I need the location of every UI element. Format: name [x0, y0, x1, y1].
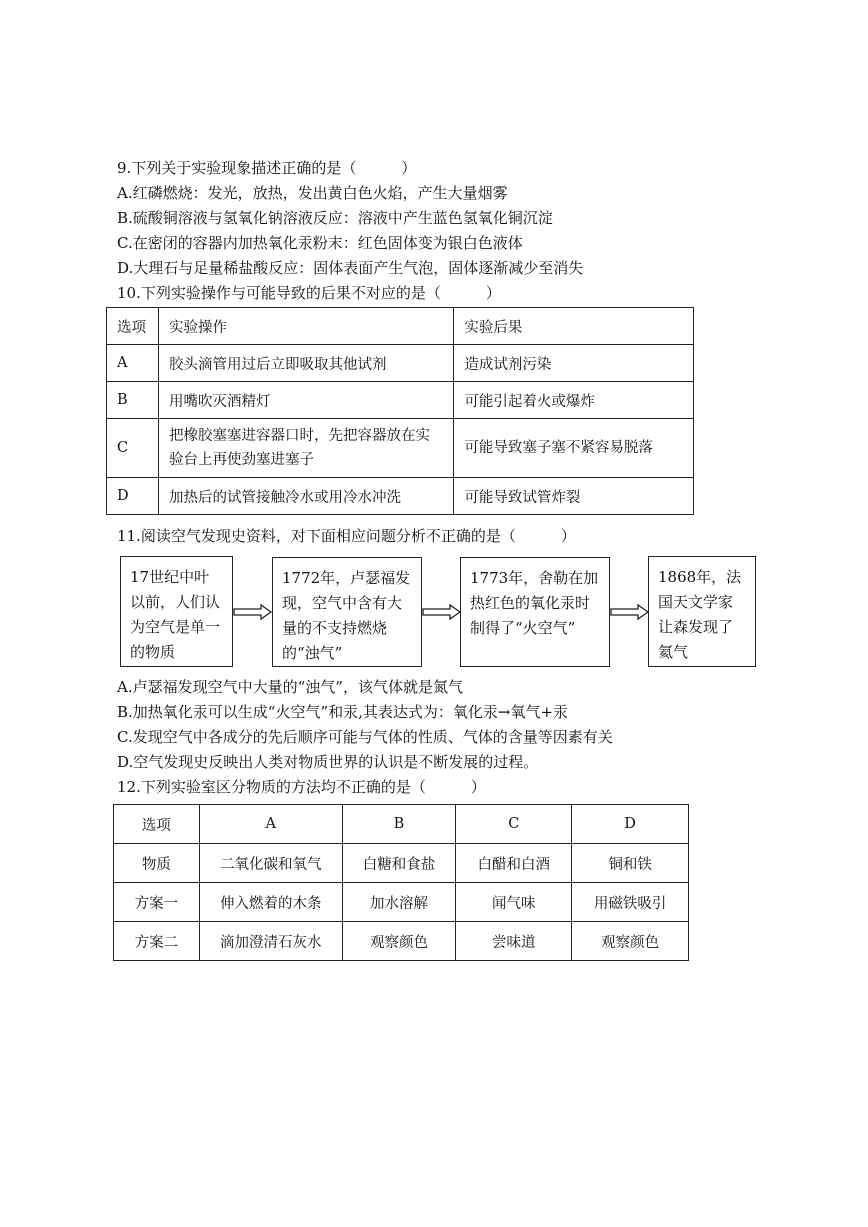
table-cell: 观察颜色	[572, 922, 689, 961]
table-row	[107, 382, 694, 419]
table-row	[114, 844, 689, 883]
table-cell: 可能引起着火或爆炸	[454, 382, 694, 419]
flow-box-4: 1868年，法国天文学家让森发现了氦气	[648, 556, 756, 667]
table-cell: 把橡胶塞塞进容器口时，先把容器放在实验台上再使劲塞进塞子	[158, 419, 453, 478]
q11-option-d: D.空气发现史反映出人类对物质世界的认识是不断发展的过程。	[117, 753, 539, 771]
q9-option-c: C.在密闭的容器内加热氧化汞粉末：红色固体变为银白色液体	[117, 234, 523, 252]
table-cell: 观察颜色	[342, 922, 456, 961]
q9-stem: 9.下列关于实验现象描述正确的是（ ）	[117, 159, 417, 177]
table-cell: 造成试剂污染	[454, 345, 694, 382]
table-cell: 方案二	[114, 922, 200, 961]
table-cell: 可能导致试管炸裂	[454, 478, 694, 515]
header-cell: 选项	[107, 308, 159, 345]
table-cell: 白糖和食盐	[342, 844, 456, 883]
flow-box-2: 1772年，卢瑟福发现，空气中含有大量的不支持燃烧的“浊气”	[272, 557, 422, 667]
table-row	[107, 478, 694, 515]
arrow-right-icon	[422, 604, 462, 620]
table-cell: 伸入燃着的木条	[199, 883, 342, 922]
flow-box-1: 17世纪中叶以前，人们认为空气是单一的物质	[120, 556, 233, 667]
q9-option-b: B.硫酸铜溶液与氢氧化钠溶液反应：溶液中产生蓝色氢氧化铜沉淀	[117, 209, 553, 227]
table-row	[114, 883, 689, 922]
header-cell: D	[572, 805, 689, 844]
table-cell: 加水溶解	[342, 883, 456, 922]
header-cell: 实验操作	[158, 308, 453, 345]
q11-option-c: C.发现空气中各成分的先后顺序可能与气体的性质、气体的含量等因素有关	[117, 728, 613, 746]
table-cell: 用嘴吹灭酒精灯	[158, 382, 453, 419]
table-header-row	[114, 805, 689, 844]
header-cell: 选项	[114, 805, 200, 844]
table-row	[107, 345, 694, 382]
table-cell: 胶头滴管用过后立即吸取其他试剂	[158, 345, 453, 382]
table-cell: 闻气味	[456, 883, 572, 922]
header-cell: A	[199, 805, 342, 844]
q12-table	[113, 804, 689, 961]
table-cell: 尝味道	[456, 922, 572, 961]
table-cell: 用磁铁吸引	[572, 883, 689, 922]
table-row	[114, 922, 689, 961]
header-cell: 实验后果	[454, 308, 694, 345]
flow-box-3: 1773年，舍勒在加热红色的氧化汞时制得了“火空气”	[460, 557, 610, 667]
arrow-right-icon	[233, 604, 273, 620]
table-cell: 二氧化碳和氧气	[199, 844, 342, 883]
table-cell: A	[107, 345, 159, 382]
table-cell: 可能导致塞子塞不紧容易脱落	[454, 419, 694, 478]
q11-stem: 11.阅读空气发现史资料，对下面相应问题分析不正确的是（ ）	[117, 527, 576, 545]
table-cell: C	[107, 419, 159, 478]
table-cell: 物质	[114, 844, 200, 883]
q11-option-a: A.卢瑟福发现空气中大量的“浊气”，该气体就是氮气	[117, 678, 463, 696]
table-cell: 滴加澄清石灰水	[199, 922, 342, 961]
table-cell: 白醋和白酒	[456, 844, 572, 883]
header-cell: B	[342, 805, 456, 844]
table-cell: 方案一	[114, 883, 200, 922]
q12-stem: 12.下列实验室区分物质的方法均不正确的是（ ）	[117, 778, 486, 796]
table-cell: 加热后的试管接触冷水或用冷水冲洗	[158, 478, 453, 515]
table-header-row	[107, 308, 694, 345]
q9-option-d: D.大理石与足量稀盐酸反应：固体表面产生气泡，固体逐渐减少至消失	[117, 259, 584, 277]
table-cell: B	[107, 382, 159, 419]
arrow-right-icon	[610, 604, 650, 620]
table-row	[107, 419, 694, 478]
q11-option-b: B.加热氧化汞可以生成“火空气”和汞,其表达式为：氧化汞→氧气+汞	[117, 703, 569, 721]
q10-stem: 10.下列实验操作与可能导致的后果不对应的是（ ）	[117, 284, 501, 302]
table-cell: 铜和铁	[572, 844, 689, 883]
table-cell: D	[107, 478, 159, 515]
q10-table	[106, 307, 694, 515]
header-cell: C	[456, 805, 572, 844]
q9-option-a: A.红磷燃烧：发光，放热，发出黄白色火焰，产生大量烟雾	[117, 184, 508, 202]
